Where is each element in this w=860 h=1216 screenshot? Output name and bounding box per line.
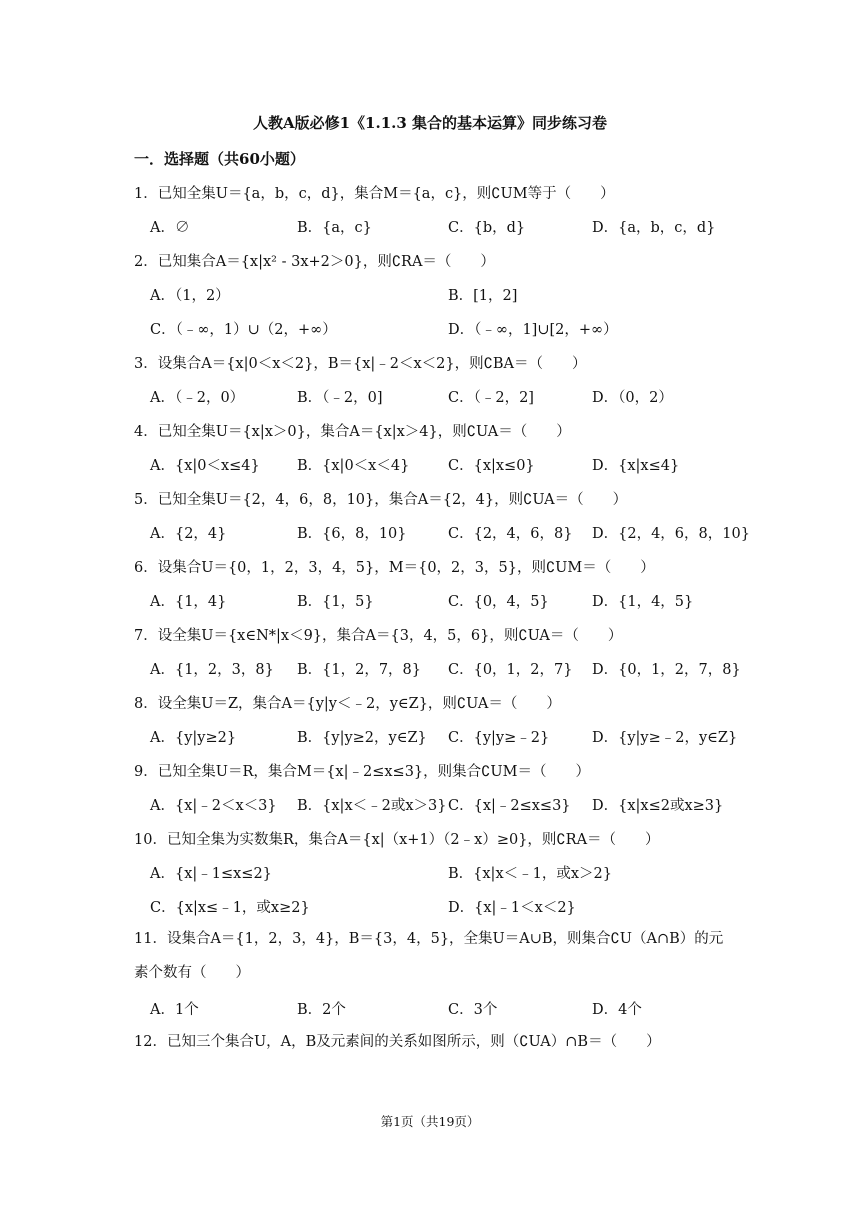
- question-11-stem: 11．设集合A＝{1，2，3，4}，B＝{3，4，5}，全集U＝A∪B，则集合∁U（A∩B）的元素个数有（ ）: [134, 931, 724, 981]
- question-5-option-d: D．{2，4，6，8，10}: [592, 526, 750, 542]
- question-8-option-a: A．{y|y≥2}: [150, 730, 237, 746]
- question-6-stem: 6．设集合U＝{0，1，2，3，4，5}，M＝{0，2，3，5}，则∁UM＝（ ）: [134, 560, 655, 576]
- question-9-option-d: D．{x|x≤2或x≥3}: [592, 798, 724, 814]
- question-4-option-b: B．{x|0＜x＜4}: [297, 458, 410, 474]
- question-2-option-b: B．[1，2]: [448, 288, 518, 304]
- question-10-option-d: D．{x|﹣1＜x＜2}: [448, 900, 576, 916]
- question-3-option-b: B．（﹣2，0]: [297, 390, 383, 406]
- question-2-stem: 2．已知集合A＝{x|x² - 3x+2＞0}，则∁RA＝（ ）: [134, 254, 495, 270]
- question-11-option-d: D．4个: [592, 1002, 642, 1018]
- question-6-option-a: A．{1，4}: [150, 594, 227, 610]
- question-7-stem: 7．设全集U＝{x∈N*|x＜9}，集合A＝{3，4，5，6}，则∁UA＝（ ）: [134, 628, 623, 644]
- question-10-option-b: B．{x|x＜﹣1，或x＞2}: [448, 866, 612, 882]
- question-3-option-a: A．（﹣2，0）: [150, 390, 245, 406]
- question-6-option-d: D．{1，4，5}: [592, 594, 694, 610]
- question-12-stem: 12．已知三个集合U，A，B及元素间的关系如图所示，则（∁UA）∩B＝（ ）: [134, 1034, 661, 1050]
- question-3-option-d: D．（0，2）: [592, 390, 673, 406]
- question-1-option-c: C．{b，d}: [448, 220, 526, 236]
- page-footer: 第1页（共19页）: [380, 1114, 480, 1129]
- question-9-stem: 9．已知全集U＝R，集合M＝{x|﹣2≤x≤3}，则集合∁UM＝（ ）: [134, 764, 590, 780]
- question-3-option-c: C．（﹣2，2]: [448, 390, 534, 406]
- question-1-stem: 1．已知全集U＝{a，b，c，d}，集合M＝{a，c}，则∁UM等于（ ）: [134, 186, 615, 202]
- question-11-option-b: B．2个: [297, 1002, 346, 1018]
- question-6-option-c: C．{0，4，5}: [448, 594, 549, 610]
- question-4-option-a: A．{x|0＜x≤4}: [150, 458, 260, 474]
- section-heading: 一．选择题（共60小题）: [134, 150, 305, 168]
- question-7-option-b: B．{1，2，7，8}: [297, 662, 422, 678]
- question-9-option-c: C．{x|﹣2≤x≤3}: [448, 798, 571, 814]
- question-5-stem: 5．已知全集U＝{2，4，6，8，10}，集合A＝{2，4}，则∁UA＝（ ）: [134, 492, 628, 508]
- question-11-option-c: C．3个: [448, 1002, 498, 1018]
- question-7-option-a: A．{1，2，3，8}: [150, 662, 274, 678]
- document-title: 人教A版必修1《1.1.3 集合的基本运算》同步练习卷: [252, 114, 608, 132]
- question-10-option-c: C．{x|x≤﹣1，或x≥2}: [150, 900, 310, 916]
- question-8-option-c: C．{y|y≥﹣2}: [448, 730, 550, 746]
- question-5-option-a: A．{2，4}: [150, 526, 227, 542]
- question-1-option-d: D．{a，b，c，d}: [592, 220, 716, 236]
- question-8-option-b: B．{y|y≥2，y∈Z}: [297, 730, 427, 746]
- question-4-stem: 4．已知全集U＝{x|x＞0}，集合A＝{x|x＞4}，则∁UA＝（ ）: [134, 424, 571, 440]
- question-8-stem: 8．设全集U＝Z，集合A＝{y|y＜﹣2，y∈Z}，则∁UA＝（ ）: [134, 696, 561, 712]
- question-4-option-d: D．{x|x≤4}: [592, 458, 680, 474]
- question-11-option-a: A．1个: [150, 1002, 199, 1018]
- question-10-stem: 10．已知全集为实数集R，集合A＝{x|（x+1）（2﹣x）≥0}，则∁RA＝（ ）: [134, 832, 660, 848]
- question-2-option-c: C．（﹣∞，1）∪（2，+∞）: [150, 322, 337, 338]
- question-2-option-d: D．（﹣∞，1]∪[2，+∞）: [448, 322, 618, 338]
- question-2-option-a: A．（1，2）: [150, 288, 230, 304]
- question-6-option-b: B．{1，5}: [297, 594, 374, 610]
- question-8-option-d: D．{y|y≥﹣2，y∈Z}: [592, 730, 738, 746]
- question-9-option-a: A．{x|﹣2＜x＜3}: [150, 798, 277, 814]
- question-5-option-b: B．{6，8，10}: [297, 526, 407, 542]
- question-4-option-c: C．{x|x≤0}: [448, 458, 535, 474]
- question-10-option-a: A．{x|﹣1≤x≤2}: [150, 866, 272, 882]
- question-7-option-c: C．{0，1，2，7}: [448, 662, 573, 678]
- question-5-option-c: C．{2，4，6，8}: [448, 526, 573, 542]
- question-7-option-d: D．{0，1，2，7，8}: [592, 662, 741, 678]
- question-3-stem: 3．设集合A＝{x|0＜x＜2}，B＝{x|﹣2＜x＜2}，则∁BA＝（ ）: [134, 356, 587, 372]
- question-1-option-b: B．{a，c}: [297, 220, 372, 236]
- question-1-option-a: A．∅: [150, 220, 190, 236]
- question-9-option-b: B．{x|x＜﹣2或x＞3}: [297, 798, 447, 814]
